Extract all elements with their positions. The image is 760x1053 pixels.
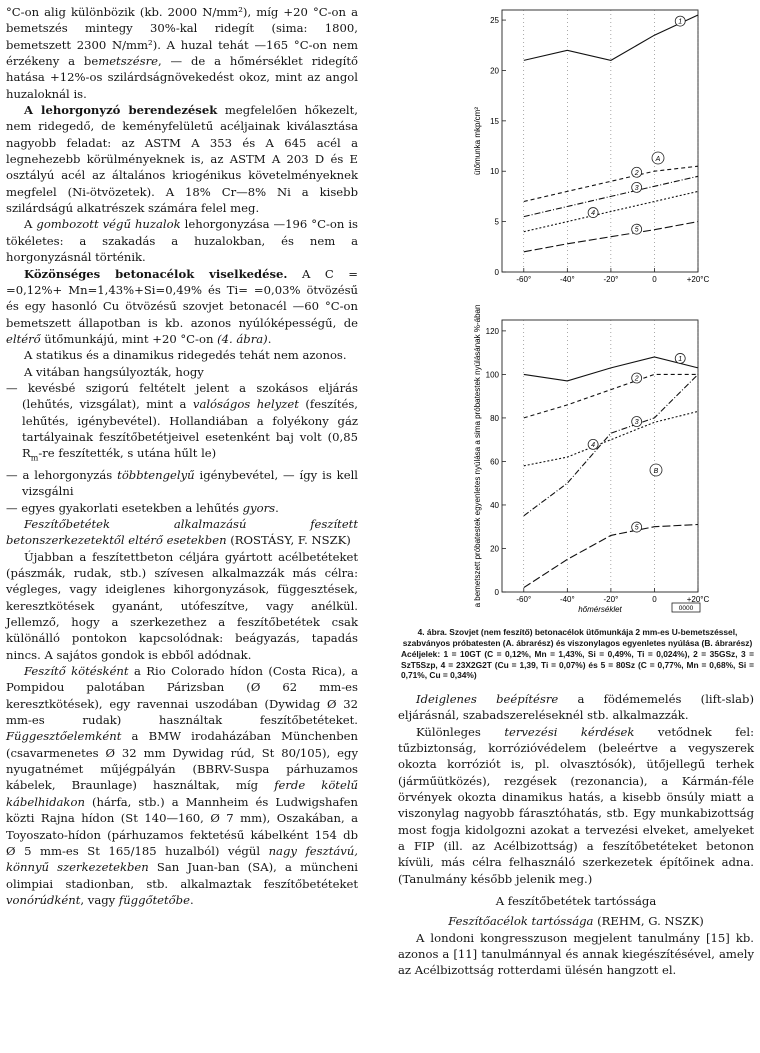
paragraph: A statikus és a dinamikus ridegedés tehát nem azonos. <box>24 348 347 363</box>
list-item: — egyes gyakorlati esetekben a lehűtés gyors. <box>6 500 279 515</box>
caption-title: 4. ábra. Szovjet (nem feszítő) betonacélok ütőmunkája 2 mm-es U-bemetszéssel, szabványos próbatesten (A. ábrarész) és viszonylagos egyenletes nyúlása (B. ábrarész) <box>402 627 753 648</box>
series-label-5: 5 <box>634 226 639 234</box>
x-tick-label: -40° <box>559 275 575 284</box>
x-tick-label: -40° <box>559 595 575 604</box>
y-tick-label: 60 <box>490 457 499 467</box>
chart-panel-b <box>473 305 709 614</box>
right-column <box>398 0 754 979</box>
series-label-4: 4 <box>591 210 596 218</box>
list-item: — kevésbé szigorú feltételt jelent a szokásos eljárás (lehűtés, vizsgálat), mint a valóságos helyzet (feszítés, lehűtés, igénybevétel). Hollandiában a folyékony gáz tartályainak feszítőbetétjeivel esetenként baj volt (0,85 $R_m-re$ feszítették, s utána hűlt le) <box>6 380 358 463</box>
x-tick-label: +20°C <box>686 275 710 284</box>
list-item: — a lehorgonyzás többtengelyű igénybevétel, — így is kell vizsgálni <box>6 467 358 499</box>
y-tick-label: 0 <box>494 268 499 277</box>
y-tick-label: 15 <box>490 116 499 126</box>
paragraph: A gombozott végű huzalok lehorgonyzása —196 °C-on is tökéletes: a szakadás a huzalokban, és nem a horgonyzásnál történik. <box>6 217 359 265</box>
y-tick-label: 20 <box>490 544 499 554</box>
region-label-b: B <box>653 468 659 475</box>
paragraph: Közönséges betonacélok viselkedése. A C = =0,12%+ Mn=1,43%+Si=0,49% és Ti= =0,03% ötvözésű és egy hasonló Cu ötvözésű szovjet betonacél —60 °C-on bemetszett állapotban is kb. azonos nyúlóképességű, de eltérő ütőmunkájú, mint +20 °C-on (4. ábra). <box>6 266 358 346</box>
x-tick-label: 0 <box>652 595 657 604</box>
series-label-5: 5 <box>634 524 639 532</box>
y-tick-label: 10 <box>490 167 499 177</box>
series-label-4: 4 <box>591 441 596 449</box>
chart-panel-a <box>473 10 709 284</box>
y-tick-label: 80 <box>490 413 499 423</box>
series-line-4 <box>524 191 698 231</box>
paragraph: Különleges tervezési kérdések vetődnek fel: tűzbiztonság, korrózióvédelem (beleértve a vegyszerek okozta korróziót is, pl. olvasztósók), ütőjellegű terhek (járműütközés), rezgések (rezonancia), a Kármán-féle örvények okozta dinamikus hatás, a kisebb önsúly miatt a viszonylag nagyobb fárasztóhatás, stb. Egy munkabizottság most fogja kidolgozni azokat a tervezési elveket, amelyeket a FIP (ill. az Acélbizottság) a feszítőbetéteket betonon kívüli, más célra felhasználó szerkezetek építőinek adna. (Tanulmány később jelenik meg.) <box>398 724 755 886</box>
figure-caption <box>401 627 754 681</box>
x-tick-label: -20° <box>603 595 619 604</box>
subsection-heading: Feszítőacélok tartóssága (REHM, G. NSZK) <box>448 914 704 929</box>
y-tick-label: 120 <box>485 326 499 336</box>
x-tick-label: 0 <box>652 275 657 284</box>
x-tick-label: +20°C <box>686 595 710 604</box>
section-heading: Feszítőbetétek alkalmazású feszített betonszerkezetektől eltérő esetekben (ROSTÁSY, F. NSZK) <box>6 516 358 548</box>
stamp-text: 0000 <box>678 605 694 612</box>
x-tick-label: -60° <box>516 595 532 604</box>
series-line-1 <box>524 15 698 60</box>
section-heading: A feszítőbetétek tartóssága <box>495 894 657 909</box>
paragraph: A vitában hangsúlyozták, hogy <box>24 364 204 379</box>
caption-steels: Acéljelek: 1 = 10GT (C = 0,12%, Mn = 1,43%, Si = 0,49%, Ti = 0,024%), 2 = 35GSz, 3 = SzT5Szp, 4 = 23X2G2T (Cu = 1,39, Ti = 0,07%) és 5 = 80Sz (C = 0,77%, Mn = 0,68%, Si = 0,71%, Cu = 0,34%) <box>401 649 754 681</box>
series-label-2: 2 <box>634 375 639 383</box>
series-label-1: 1 <box>678 18 683 26</box>
series-label-1: 1 <box>678 355 683 363</box>
series-line-3 <box>524 374 698 515</box>
paragraph: Feszítő kötésként a Rio Colorado hídon (Costa Rica), a Pompidou palotában Párizsban (Ø 62 mm-es keresztkötések), egy ravennai uszodában (Dywidag Ø 32 mm-es rudak) használtak feszítőbetéteket. Függesztőelemként a BMW irodaházában Münchenben (csavarmenetes Ø 32 mm Dywidag rúd, St 80/105), egy nyugatnémet műjégpályán (BBRV-Suspa párhuzamos kábelek, Braunlage) használtak, míg ferde kötelű kábelhidakon (hárfa, stb.) a Mannheim és Ludwigshafen közti Rajna hídon (St 140—160, Ø 7 mm), Oszakában, a Toyoszato-hídon (párhuzamos fektetésű kábelként 154 db Ø 5 mm-es St 165/185 huzalból) végül nagy fesztávú, könnyű szerkezetekben San Juan-ban (SA), a müncheni olimpiai stadionban, stb. alkalmaztak feszítőbetéteket vonórúdként, vagy függőtetőbe. <box>6 664 359 907</box>
x-axis-label: hőmérséklet <box>578 605 622 614</box>
paragraph: A londoni kongresszuson megjelent tanulmány [15] kb. azonos a [11] tanulmánnyal és annak kiegészítésével, amely az Acélbizottság rotterdami ülésén hangzott el. <box>398 930 754 978</box>
y-tick-label: 100 <box>485 370 499 380</box>
region-label-a: A <box>655 156 661 163</box>
paragraph: Újabban a feszítettbeton céljára gyártott acélbetéteket (pászmák, rudak, stb.) szívesen alkalmazzák más célra: végleges, vagy ideiglenes kihorgonyzások, függesztések, keresztkötések gyanánt, utófeszítve, vagy anélkül. Jellemző, hogy a szerkezethez a feszítőbetétek csak különálló pontokon kapcsolódnak: beágyazás, tapadás nincs. A sajátos gondok is ebből adódnak. <box>6 549 358 662</box>
y-tick-label: 0 <box>494 588 499 597</box>
left-column <box>6 4 358 908</box>
y-tick-label: 5 <box>494 217 499 227</box>
figure-4 <box>410 0 710 625</box>
x-tick-label: -20° <box>603 275 619 284</box>
chart-frame <box>502 10 698 272</box>
x-tick-label: -60° <box>516 275 532 284</box>
paragraph: °C-on alig különbözik (kb. 2000 N/mm²), míg +20 °C-on a bemetszés mintegy 30%-kal ridegít (sima: 1800, bemetszett 2300 N/mm²). A huzal tehát —165 °C-on nem érzékeny a bemetszésre, — de a hőmérséklet ridegítő hatása +12%-os szilárdságnövekedést okoz, mint az angol huzaloknál is. <box>6 5 358 101</box>
y-axis-label: ütőmunka mkp/cm² <box>473 106 482 176</box>
y-tick-label: 20 <box>490 66 499 76</box>
series-label-3: 3 <box>634 184 639 192</box>
y-tick-label: 25 <box>490 16 499 26</box>
paragraph: A lehorgonyzó berendezések megfelelően hőkezelt, nem ridegedő, de keményfelületű acéljainak kiválasztása nagyobb feladat: az ASTM A 353 és A 645 acél a legnehezebb körülményeknek is, az ASTM A 203 D és E osztályú acél az általános kriogénikus követelményeknek megfelel (Ni-ötvözetek). A 18% Cr—8% Ni a kisebb szilárdságú alkatrészek számára felel meg. <box>6 103 358 216</box>
series-line-4 <box>524 411 698 465</box>
paragraph: Ideiglenes beépítésre a födémemelés (lift-slab) eljárásnál, szabadszereléseknél stb. alkalmazzák. <box>398 691 754 723</box>
series-label-3: 3 <box>634 419 639 427</box>
y-tick-label: 40 <box>490 500 499 510</box>
y-axis-label: a bemetszett próbatestek egyenletes nyúlása a sima próbatestek nyúlásának %-ában <box>473 304 482 608</box>
series-label-2: 2 <box>634 169 639 177</box>
